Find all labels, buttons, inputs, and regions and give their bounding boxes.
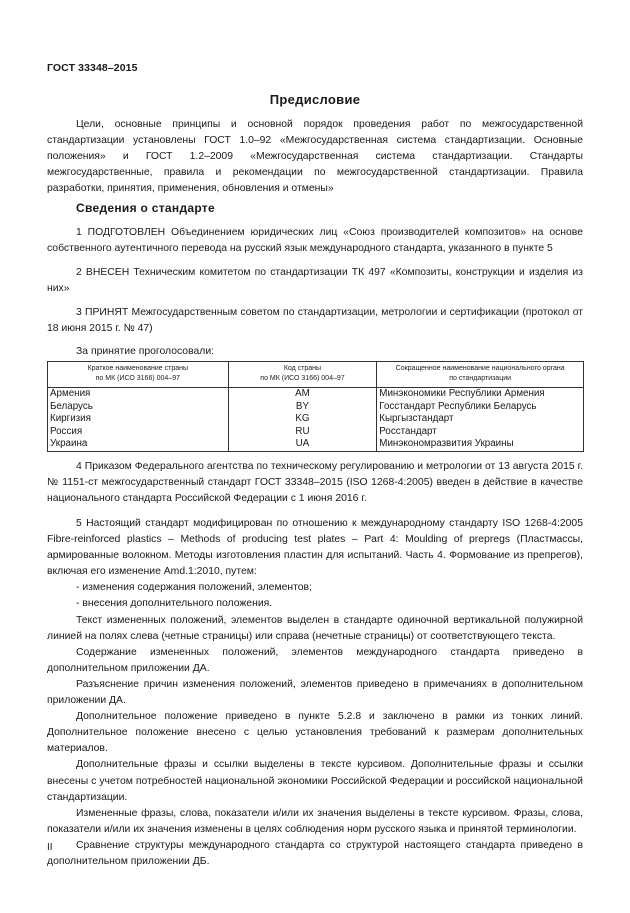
header-code: Код страны по МК (ИСО 3166) 004–97 (228, 362, 377, 388)
paragraph-explanations: Разъяснение причин изменения положений, элементов приведено в примечаниях в дополнительном приложении ДА. (47, 678, 583, 707)
code-cell: BY (228, 401, 377, 414)
votes-table (47, 361, 584, 452)
table-row (48, 401, 584, 414)
paragraph-changed-text: Текст измененных положений, элементов выделен в стандарте одиночной вертикальной полужирной линией на полях слева (четные страницы) или справа (нечетные страницы) от соответствующего текста. (47, 614, 583, 642)
section-title: Сведения о стандарте (76, 201, 215, 215)
page-title: Предисловие (269, 92, 361, 107)
item-4-paragraph: 4 Приказом Федерального агентства по техническому регулированию и метрологии от 13 августа 2015 г. № 1151-ст межгосударственный стандарт ГОСТ 33348–2015 (ISO 1268-4:2005) введен в действие в качестве национального стандарта Российской Федерации с 1 июня 2016 г. (47, 461, 583, 505)
item-4-block (47, 459, 583, 507)
table-row (48, 413, 584, 426)
table-row (48, 438, 584, 451)
authority-cell: Кыргызстандарт (377, 413, 584, 426)
page-number: II (47, 842, 53, 853)
preface-paragraph: Цели, основные принципы и основной порядок проведения работ по межгосударственной стандартизации установлены ГОСТ 1.0–92 «Межгосударственная система стандартизации. Основные положения» и ГОСТ 1.2–2009 «Межгосударственная система стандартизации. Стандарты межгосударственные, правила и рекомендации по межгосударственной стандартизации. Правила разработки, принятия, применения, обновления и отмены» (47, 119, 583, 195)
paragraph-appendix-da: Содержание измененных положений, элементов международного стандарта приведено в дополнительном приложении ДА. (47, 646, 583, 674)
paragraph-additional-phrases: Дополнительные фразы и ссылки выделены в тексте курсивом. Дополнительные фразы и ссылки внесены с учетом потребностей национальной экономики Российской Федерации и российской национальной стандартизации. (47, 759, 583, 803)
country-cell: Киргизия (48, 413, 229, 426)
paragraph-additional-provision: Дополнительное положение приведено в пункте 5.2.8 и заключено в рамки из тонких линий. Дополнительное положение внесено с целью установления требований к размерам дополнительных материалов. (47, 711, 583, 755)
authority-cell: Росстандарт (377, 426, 584, 439)
paragraph-changed-phrases: Измененные фразы, слова, показатели и/или их значения выделены в тексте курсивом. Фразы, слова, показатели и/или их значения изменены в целях соблюдения норм русского языка и принятой терминологии. (47, 807, 583, 835)
authority-cell: Госстандарт Республики Беларусь (377, 401, 584, 414)
table-row (48, 426, 584, 439)
list-item: - изменения содержания положений, элементов; (76, 582, 312, 594)
item-5-paragraph: 5 Настоящий стандарт модифицирован по отношению к международному стандарту ISO 1268-4:2005 Fibre-reinforced plastics – Methods of producing test plates – Part 4: Moulding of prepregs (Пластмассы, армированные волокном. Методы изготовления пластин для испытаний. Часть 4. Формование из препрегов), включая его изменение Amd.1:2010, путем: (47, 518, 583, 578)
country-cell: Россия (48, 426, 229, 439)
code-cell: KG (228, 413, 377, 426)
voted-label: За принятие проголосовали: (76, 346, 215, 357)
item-2-block (47, 265, 583, 297)
code-cell: RU (228, 426, 377, 439)
item-3-paragraph: 3 ПРИНЯТ Межгосударственным советом по стандартизации, метрологии и сертификации (протокол от 18 июня 2015 г. № 47) (47, 307, 583, 335)
preface-block (47, 117, 583, 197)
list-item: - внесения дополнительного положения. (76, 598, 273, 610)
country-cell: Армения (48, 388, 229, 401)
code-cell: AM (228, 388, 377, 401)
authority-cell: Минэкономразвития Украины (377, 438, 584, 451)
table-header-row (48, 362, 584, 388)
country-cell: Беларусь (48, 401, 229, 414)
code-cell: UA (228, 438, 377, 451)
table-row (48, 388, 584, 401)
item-1-block (47, 225, 583, 257)
item-2-paragraph: 2 ВНЕСЕН Техническим комитетом по стандартизации ТК 497 «Композиты, конструкции и изделия из них» (47, 267, 583, 295)
country-cell: Украина (48, 438, 229, 451)
header-country: Краткое наименование страны по МК (ИСО 3166) 004–97 (48, 362, 229, 388)
item-5-block (47, 516, 583, 870)
paragraph-structure-comparison: Сравнение структуры международного стандарта со структурой настоящего стандарта приведено в дополнительном приложении ДБ. (47, 839, 583, 867)
document-header: ГОСТ 33348–2015 (47, 62, 138, 74)
header-authority: Сокращенное наименование национального органа по стандартизации (377, 362, 584, 388)
item-3-block (47, 305, 583, 337)
item-1-paragraph: 1 ПОДГОТОВЛЕН Объединением юридических лиц «Союз производителей композитов» на основе собственного аутентичного перевода на русский язык международного стандарта, указанного в пункте 5 (47, 227, 583, 255)
authority-cell: Минэкономики Республики Армения (377, 388, 584, 401)
